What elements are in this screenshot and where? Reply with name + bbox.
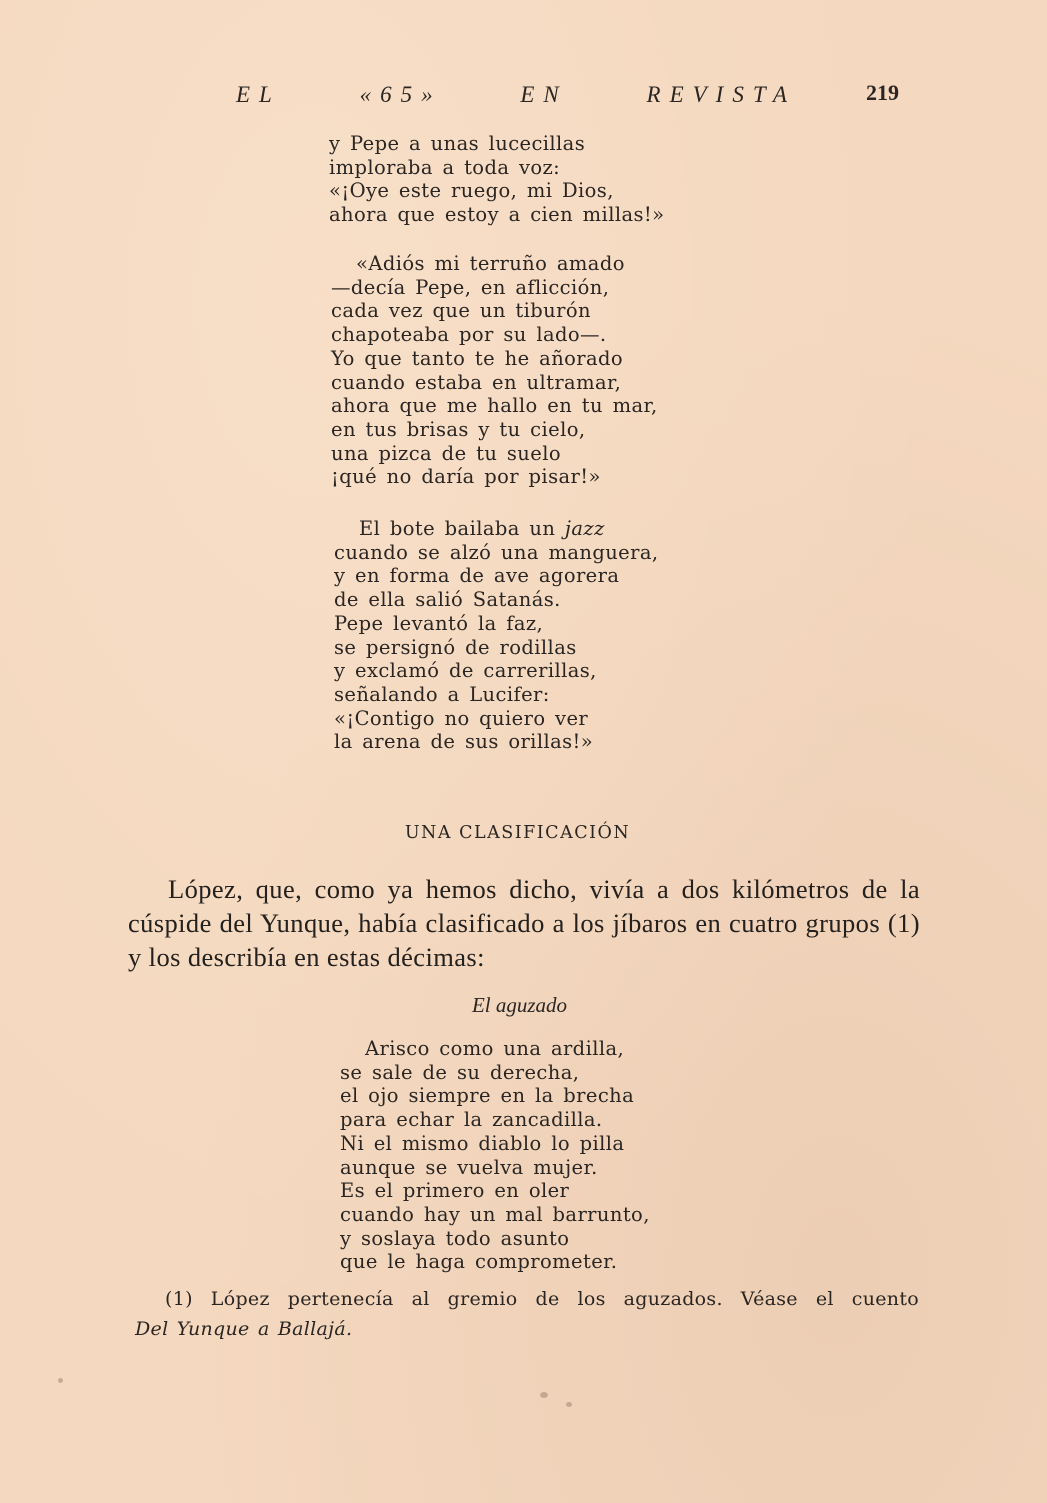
verse-line: «¡Oye este ruego, mi Dios, bbox=[329, 179, 614, 203]
footnote-text: (1) López pertenecía al gremio de los aguzados. Véase el cuento bbox=[165, 1288, 919, 1310]
verse-line: y soslaya todo asunto bbox=[340, 1226, 570, 1250]
verse-line: Arisco como una ardilla, bbox=[365, 1037, 625, 1060]
verse-line: ahora que estoy a cien millas!» bbox=[329, 203, 665, 227]
footnote-italic-title: Del Yunque a Ballajá. bbox=[135, 1318, 353, 1340]
verse-line: «¡Contigo no quiero ver bbox=[334, 706, 589, 730]
section-title bbox=[0, 823, 1047, 843]
verse-line: una pizca de tu suelo bbox=[331, 441, 561, 465]
verse-line: Pepe levantó la faz, bbox=[334, 611, 544, 635]
verse-line: cuando estaba en ultramar, bbox=[331, 370, 622, 394]
stanza-1 bbox=[329, 132, 664, 227]
verse-line: Ni el mismo diablo lo pilla bbox=[340, 1131, 625, 1155]
paper-stain bbox=[566, 1402, 572, 1407]
poem-title-text: El aguzado bbox=[471, 993, 568, 1017]
verse-line: la arena de sus orillas!» bbox=[334, 730, 594, 754]
verse-line: y Pepe a unas lucecillas bbox=[329, 132, 586, 155]
verse-line: se sale de su derecha, bbox=[340, 1060, 580, 1084]
verse-line: en tus brisas y tu cielo, bbox=[331, 417, 586, 441]
verse-line: y exclamó de carrerillas, bbox=[334, 659, 597, 683]
verse-line: señalando a Lucifer: bbox=[334, 682, 550, 706]
verse-line: Es el primero en oler bbox=[340, 1179, 570, 1203]
verse-line bbox=[334, 517, 658, 541]
verse-line: para echar la zancadilla. bbox=[340, 1108, 603, 1132]
section-title-text: UNA CLASIFICACIÓN bbox=[404, 823, 631, 843]
running-header-word: «65» bbox=[359, 82, 442, 107]
verse-line: chapoteaba por su lado—. bbox=[331, 323, 607, 347]
verse-line: y en forma de ave agorera bbox=[334, 564, 620, 588]
verse-line: el ojo siempre en la brecha bbox=[340, 1084, 635, 1108]
stanza-3 bbox=[334, 517, 658, 754]
poem-title bbox=[0, 993, 1047, 1018]
paper-stain bbox=[58, 1378, 63, 1383]
body-paragraph: López, que, como ya hemos dicho, vivía a dos kilómetros de la cúspide del Yunque, había clasificado a los jíbaros en cuatro grupos (1) y los describía en estas décimas: bbox=[128, 874, 920, 972]
italic-word: jazz bbox=[564, 517, 605, 540]
running-header-word: EN bbox=[520, 82, 568, 107]
verse-text: El bote bailaba un bbox=[359, 517, 565, 540]
verse-line: imploraba a toda voz: bbox=[329, 155, 561, 179]
verse-line: ahora que me hallo en tu mar, bbox=[331, 394, 658, 418]
verse-line: aunque se vuelva mujer. bbox=[340, 1155, 598, 1179]
verse-line: cuando se alzó una manguera, bbox=[334, 540, 659, 564]
verse-line: que le haga comprometer. bbox=[340, 1250, 618, 1274]
verse-line: ¡qué no daría por pisar!» bbox=[331, 465, 601, 489]
verse-line: cuando hay un mal barrunto, bbox=[340, 1202, 650, 1226]
verse-line: —decía Pepe, en aflicción, bbox=[331, 275, 610, 299]
paper-stain bbox=[540, 1392, 548, 1398]
verse-line: «Adiós mi terruño amado bbox=[356, 252, 625, 275]
poem-stanza bbox=[340, 1037, 650, 1274]
verse-line: Yo que tanto te he añorado bbox=[331, 346, 624, 370]
footnote bbox=[135, 1284, 919, 1344]
verse-line: de ella salió Satanás. bbox=[334, 588, 561, 612]
running-header-word: EL bbox=[236, 82, 281, 107]
running-header-word: REVISTA bbox=[646, 82, 796, 107]
verse-line: cada vez que un tiburón bbox=[331, 299, 591, 323]
running-header bbox=[236, 82, 796, 108]
stanza-2 bbox=[331, 252, 658, 489]
verse-line: se persignó de rodillas bbox=[334, 635, 577, 659]
page-number: 219 bbox=[866, 80, 899, 105]
